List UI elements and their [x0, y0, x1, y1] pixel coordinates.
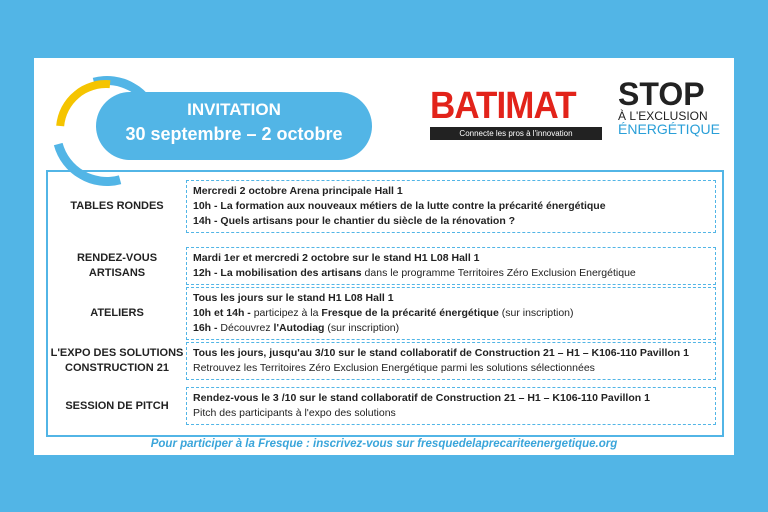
detail-text: Mardi 1er et mercredi 2 octobre sur le stand H1 L08 Hall 1 [193, 252, 480, 264]
invitation-card [34, 58, 734, 455]
detail-text: 10h et 14h - [193, 307, 251, 319]
batimat-tagline: Connecte les pros à l'innovation [430, 127, 602, 140]
row-label: ATELIERS [90, 307, 144, 319]
detail-text: 10h - La formation aux nouveaux métiers de la lutte contre la précarité énergétique [193, 200, 606, 212]
row-label: TABLES RONDES [70, 200, 164, 212]
detail-line [193, 251, 709, 266]
stop-exclusion-logo [618, 78, 718, 136]
invitation-title: INVITATION [187, 100, 281, 119]
detail-line [193, 266, 709, 281]
detail-text: participez à la [250, 307, 322, 319]
invitation-dates: 30 septembre – 2 octobre [125, 124, 343, 144]
stop-line3: ÉNERGÉTIQUE [618, 121, 720, 137]
invitation-banner [96, 92, 372, 160]
batimat-logo [430, 86, 602, 140]
detail-text: 12h - La mobilisation des artisans [193, 267, 362, 279]
detail-text: 16h - [193, 322, 218, 334]
footer-registration[interactable]: Pour participer à la Fresque : inscrivez-vous sur fresquedelaprecariteenergetique.org [150, 438, 618, 450]
row-details [186, 342, 716, 380]
row-details [186, 247, 716, 285]
detail-text: Pitch des participants à l'expo des solutions [193, 407, 396, 419]
detail-text: Retrouvez les Territoires Zéro Exclusion Energétique parmi les solutions sélectionnées [193, 362, 595, 374]
detail-line [193, 291, 709, 306]
detail-line [193, 406, 709, 421]
program-box [46, 170, 724, 437]
detail-text: Fresque de la précarité énergétique [321, 307, 499, 319]
row-label: SESSION DE PITCH [65, 399, 169, 412]
detail-text: Rendez-vous le 3 /10 sur le stand collaboratif de Construction 21 – H1 – K106-110 Pavillon 1 [193, 392, 650, 404]
detail-line [193, 391, 709, 406]
detail-text: Découvrez [217, 322, 274, 334]
detail-text: l'Autodiag [273, 322, 325, 334]
detail-line [193, 214, 709, 229]
detail-line [193, 306, 709, 321]
detail-line [193, 184, 709, 199]
detail-line [193, 199, 709, 214]
batimat-wordmark: BATIMAT [430, 85, 576, 127]
detail-text: Mercredi 2 octobre Arena principale Hall 1 [193, 185, 403, 197]
row-details [186, 180, 716, 233]
detail-text: Tous les jours sur le stand H1 L08 Hall 1 [193, 292, 394, 304]
detail-line [193, 361, 709, 376]
detail-text: 14h - Quels artisans pour le chantier du siècle de la rénovation ? [193, 215, 516, 227]
detail-text: (sur inscription) [498, 307, 574, 319]
detail-text: Tous les jours, jusqu'au 3/10 sur le stand collaboratif de Construction 21 – H1 – K106-110 Pavillon 1 [193, 347, 689, 359]
row-details [186, 287, 716, 340]
row-details [186, 387, 716, 425]
stop-line2: À L'EXCLUSION [618, 109, 708, 123]
stop-word: STOP [618, 76, 705, 112]
detail-text: (sur inscription) [324, 322, 400, 334]
detail-text: dans le programme Territoires Zéro Exclusion Energétique [361, 267, 636, 279]
row-label: RENDEZ-VOUS ARTISANS [76, 252, 158, 279]
detail-line [193, 321, 709, 336]
row-label: L'EXPO DES SOLUTIONS CONSTRUCTION 21 [50, 347, 184, 374]
detail-line [193, 346, 709, 361]
